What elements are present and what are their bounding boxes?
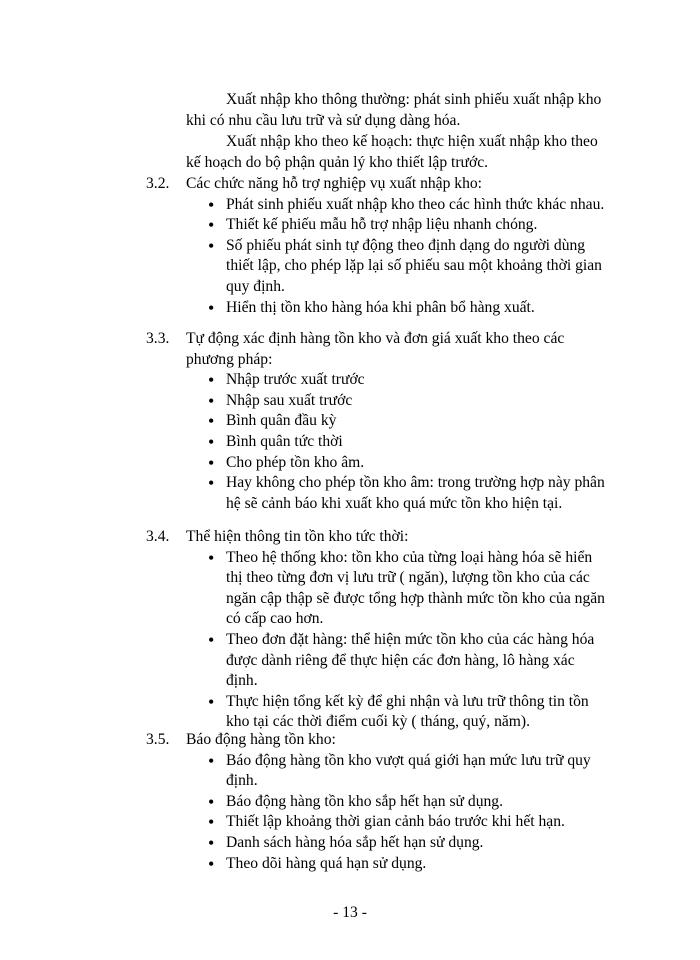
section-heading xyxy=(146,329,606,370)
section-title: Các chức năng hỗ trợ nghiệp vụ xuất nhập kho: xyxy=(186,175,483,192)
list-item: • Danh sách hàng hóa sắp hết hạn sử dụng. xyxy=(208,833,606,854)
list-item: • Theo dõi hàng quá hạn sử dụng. xyxy=(208,854,606,875)
section-heading xyxy=(146,527,606,548)
section-3-4 xyxy=(146,527,606,733)
section-heading xyxy=(146,174,606,195)
section-title: Báo động hàng tồn kho: xyxy=(186,731,336,748)
section-3-2 xyxy=(146,174,606,318)
section-3-3 xyxy=(146,329,606,514)
list-item: • Bình quân đầu kỳ xyxy=(208,411,606,432)
section-title: Tự động xác định hàng tồn kho và đơn giá xuất kho theo các phương pháp: xyxy=(186,330,565,368)
bullet-list xyxy=(146,751,606,875)
section-number: 3.5. xyxy=(146,731,170,748)
list-item: • Theo hệ thống kho: tồn kho của từng loại hàng hóa sẽ hiển thị theo từng đơn vị lưu trữ ( ngăn), lượng tồn kho của các ngăn cập thập sẽ được tổng hợp thành mức tồn kho của ngăn có cấp cao hơn. xyxy=(208,548,606,630)
intro-block xyxy=(186,89,606,173)
list-item: • Số phiếu phát sinh tự động theo định dạng do người dùng thiết lập, cho phép lặp lại số phiếu sau một khoảng thời gian quy định. xyxy=(208,236,606,298)
section-heading xyxy=(146,730,606,751)
list-item: • Cho phép tồn kho âm. xyxy=(208,453,606,474)
list-item: • Nhập sau xuất trước xyxy=(208,391,606,412)
bullet-list xyxy=(146,195,606,319)
list-item: • Bình quân tức thời xyxy=(208,432,606,453)
list-item: • Báo động hàng tồn kho vượt quá giới hạn mức lưu trữ quy định. xyxy=(208,751,606,792)
list-item: • Hiển thị tồn kho hàng hóa khi phân bổ hàng xuất. xyxy=(208,298,606,319)
list-item: • Theo đơn đặt hàng: thể hiện mức tồn kho của các hàng hóa được dành riêng để thực hiện các đơn hàng, lô hàng xác định. xyxy=(208,630,606,692)
intro-paragraph: Xuất nhập kho theo kế hoạch: thực hiện xuất nhập kho theo kế hoạch do bộ phận quản lý kho thiết lập trước. xyxy=(186,133,598,171)
list-item: • Phát sinh phiếu xuất nhập kho theo các hình thức khác nhau. xyxy=(208,195,606,216)
list-item: • Thiết lập khoảng thời gian cảnh báo trước khi hết hạn. xyxy=(208,812,606,833)
section-number: 3.3. xyxy=(146,330,170,347)
page-number: - 13 - xyxy=(333,904,367,921)
section-3-5 xyxy=(146,730,606,874)
list-item: • Báo động hàng tồn kho sắp hết hạn sử dụng. xyxy=(208,792,606,813)
intro-paragraph: Xuất nhập kho thông thường: phát sinh phiếu xuất nhập kho khi có nhu cầu lưu trữ và sử dụng dàng hóa. xyxy=(186,91,602,129)
bullet-list xyxy=(146,548,606,733)
section-number: 3.4. xyxy=(146,528,170,545)
list-item: • Nhập trước xuất trước xyxy=(208,370,606,391)
list-item: • Thực hiện tổng kết kỳ để ghi nhận và lưu trữ thông tin tồn kho tại các thời điểm cuối kỳ ( tháng, quý, năm). xyxy=(208,692,606,733)
list-item: • Thiết kế phiếu mẫu hỗ trợ nhập liệu nhanh chóng. xyxy=(208,215,606,236)
section-title: Thể hiện thông tin tồn kho tức thời: xyxy=(186,528,409,545)
list-item: • Hay không cho phép tồn kho âm: trong trường hợp này phân hệ sẽ cảnh báo khi xuất kho quá mức tồn kho hiện tại. xyxy=(208,473,606,514)
section-number: 3.2. xyxy=(146,175,170,192)
bullet-list xyxy=(146,370,606,514)
